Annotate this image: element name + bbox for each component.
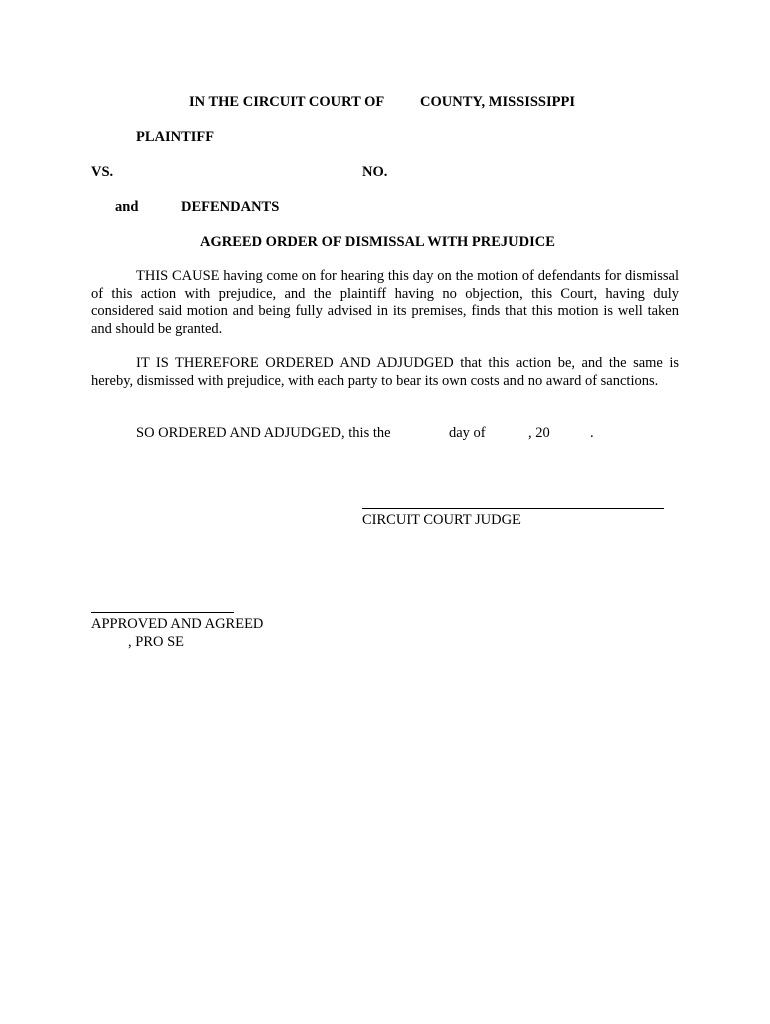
sentence-period: .	[590, 425, 594, 441]
pro-se-label: , PRO SE	[128, 634, 185, 650]
judge-signature-label: CIRCUIT COURT JUDGE	[362, 512, 521, 528]
approval-signature-line	[91, 612, 234, 613]
day-of-text: day of	[449, 425, 486, 441]
so-ordered-text: SO ORDERED AND ADJUDGED, this the	[136, 425, 391, 441]
document-title: AGREED ORDER OF DISMISSAL WITH PREJUDICE	[200, 234, 555, 250]
court-name: IN THE CIRCUIT COURT OF	[189, 94, 385, 110]
versus-label: VS.	[91, 164, 114, 180]
paragraph-order: IT IS THEREFORE ORDERED AND ADJUDGED that this action be, and the same is hereby, dismissed with prejudice, with each party to bear its own costs and no award of sanctions.	[91, 355, 679, 389]
case-number-label: NO.	[362, 164, 388, 180]
and-label: and	[115, 199, 139, 215]
county-state: COUNTY, MISSISSIPPI	[420, 94, 575, 110]
paragraph-findings: THIS CAUSE having come on for hearing this day on the motion of defendants for dismissal of this action with prejudice, and the plaintiff having no objection, this Court, having duly considered said motion and being fully advised in its premises, finds that this motion is well taken and should be granted.	[91, 268, 679, 337]
judge-signature-line	[362, 508, 664, 509]
plaintiff-label: PLAINTIFF	[136, 129, 215, 145]
approval-label: APPROVED AND AGREED	[91, 616, 264, 632]
year-prefix-text: , 20	[528, 425, 550, 441]
defendants-label: DEFENDANTS	[181, 199, 280, 215]
